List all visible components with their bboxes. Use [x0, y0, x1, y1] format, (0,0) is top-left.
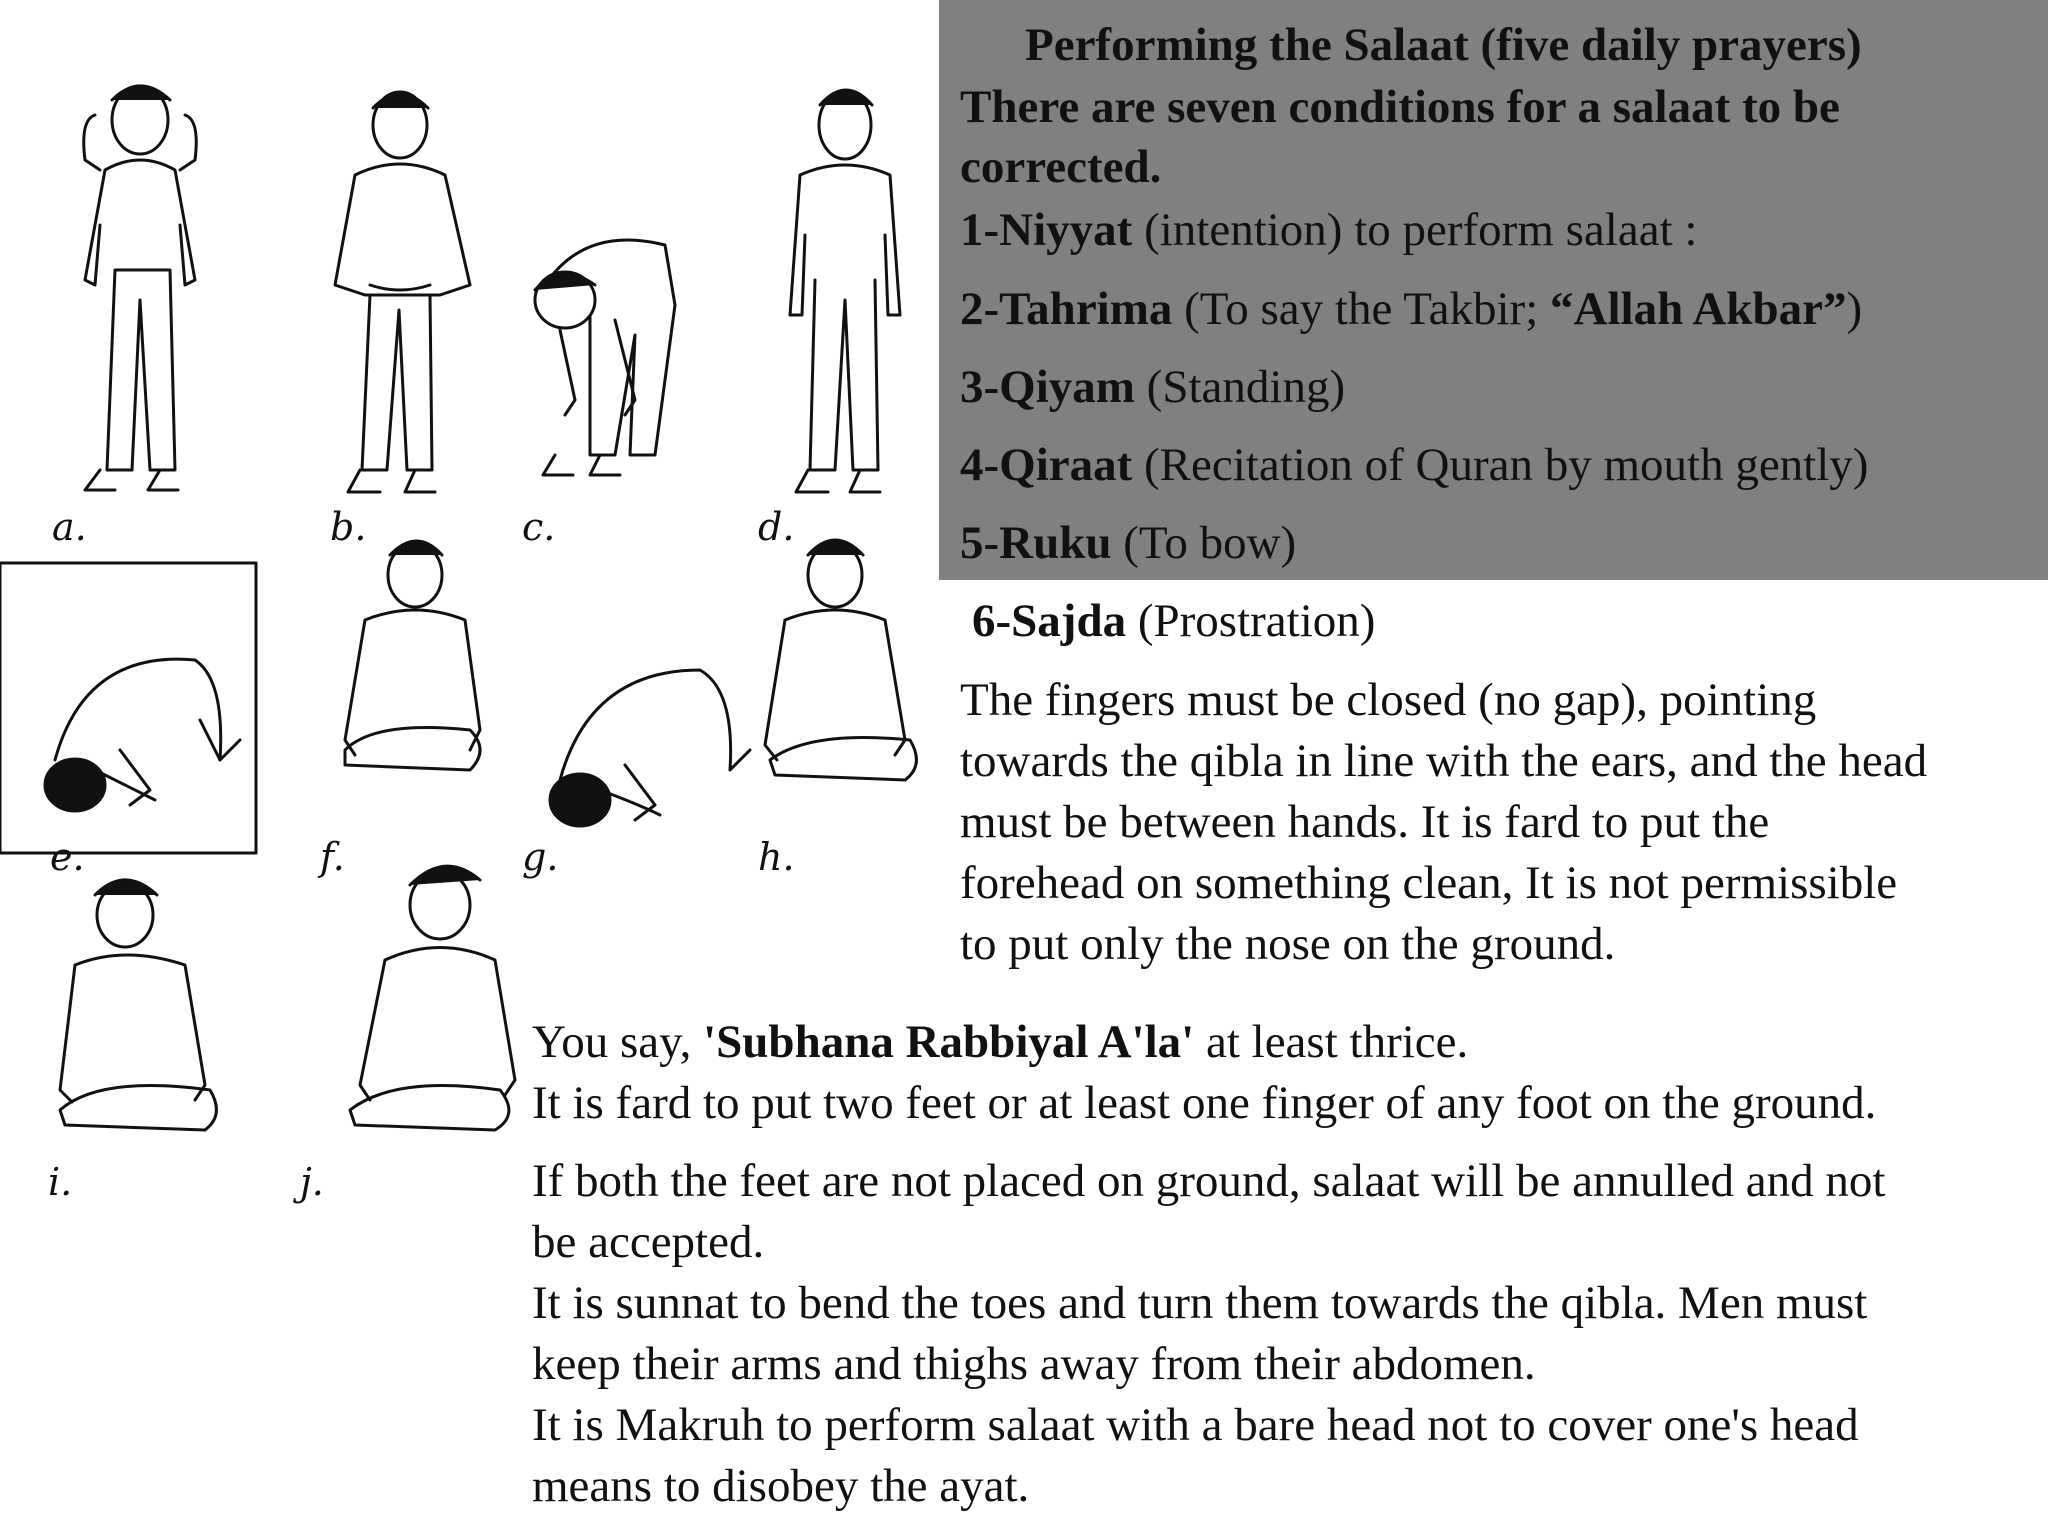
figure-label-j: j. [300, 1160, 324, 1204]
figure-label-i: i. [48, 1160, 73, 1204]
condition-2 [960, 282, 1862, 336]
condition-4 [960, 438, 1868, 492]
condition-5 [960, 516, 1296, 570]
rule-line-3: be accepted. [532, 1216, 765, 1268]
condition-2-term: 2-Tahrima [960, 283, 1173, 335]
condition-1-desc: (intention) to perform salaat : [1132, 204, 1698, 256]
sajda-paragraph [960, 670, 1927, 975]
condition-3 [960, 360, 1345, 414]
intro-line-1: There are seven conditions for a salaat to be [960, 81, 1840, 133]
say-line-emph: 'Subhana Rabbiyal A'la' [703, 1016, 1195, 1068]
rule-line-1: It is fard to put two feet or at least one finger of any foot on the ground. [532, 1077, 1877, 1129]
figure-e-sajda [45, 659, 240, 811]
figure-label-g: g. [522, 835, 559, 879]
condition-3-term: 3-Qiyam [960, 361, 1135, 413]
figure-f-sitting [345, 541, 480, 770]
rules-paragraph [532, 1012, 1885, 1517]
figure-a-takbir [84, 86, 197, 490]
figure-label-b: b. [330, 505, 367, 549]
sajda-line-2: towards the qibla in line with the ears, and the head [960, 735, 1928, 787]
condition-2-emph: “Allah Akbar” [1550, 283, 1847, 335]
condition-3-desc: (Standing) [1134, 361, 1346, 413]
say-line-post: at least thrice. [1194, 1016, 1469, 1068]
sajda-line-5: to put only the nose on the ground. [960, 918, 1616, 970]
rule-line-7: means to disobey the ayat. [532, 1460, 1030, 1512]
say-line-pre: You say, [532, 1016, 704, 1068]
rule-line-6: It is Makruh to perform salaat with a bare head not to cover one's head [532, 1399, 1859, 1451]
condition-6 [972, 594, 1375, 648]
figure-d-standing [790, 90, 900, 492]
condition-4-term: 4-Qiraat [960, 439, 1133, 491]
figure-g-sajda [550, 670, 750, 826]
figure-label-h: h. [758, 835, 795, 879]
condition-5-term: 5-Ruku [960, 517, 1112, 569]
figure-h-sitting [765, 540, 916, 780]
page-title: Performing the Salaat (five daily prayers) [1025, 19, 1862, 71]
condition-5-desc: (To bow) [1111, 517, 1297, 569]
figure-label-a: a. [52, 505, 87, 549]
condition-6-desc: (Prostration) [1126, 595, 1376, 647]
condition-1 [960, 203, 1697, 257]
sajda-line-1: The fingers must be closed (no gap), pointing [960, 674, 1817, 726]
rule-line-4: It is sunnat to bend the toes and turn them towards the qibla. Men must [532, 1277, 1868, 1329]
intro-line-2: corrected. [960, 141, 1162, 193]
figure-b-qiyam [335, 92, 470, 492]
condition-2-desc: (To say the Takbir; [1172, 283, 1551, 335]
figure-label-d: d. [758, 505, 795, 549]
condition-1-term: 1-Niyyat [960, 204, 1133, 256]
rule-line-5: keep their arms and thighs away from their abdomen. [532, 1338, 1536, 1390]
sajda-line-3: must be between hands. It is fard to put the [960, 796, 1770, 848]
sajda-line-4: forehead on something clean, It is not permissible [960, 857, 1898, 909]
say-line [532, 1012, 1885, 1073]
figure-label-f: f. [320, 835, 345, 879]
rule-line-2: If both the feet are not placed on ground, salaat will be annulled and not [532, 1155, 1886, 1207]
condition-2-tail: ) [1846, 283, 1863, 335]
condition-4-desc: (Recitation of Quran by mouth gently) [1132, 439, 1869, 491]
figure-label-c: c. [522, 505, 556, 549]
figure-i-tashahhud [60, 880, 216, 1130]
figure-c-ruku [535, 240, 675, 475]
figure-label-e: e. [50, 835, 85, 879]
figure-j-salam [350, 866, 515, 1130]
condition-6-term: 6-Sajda [972, 595, 1127, 647]
